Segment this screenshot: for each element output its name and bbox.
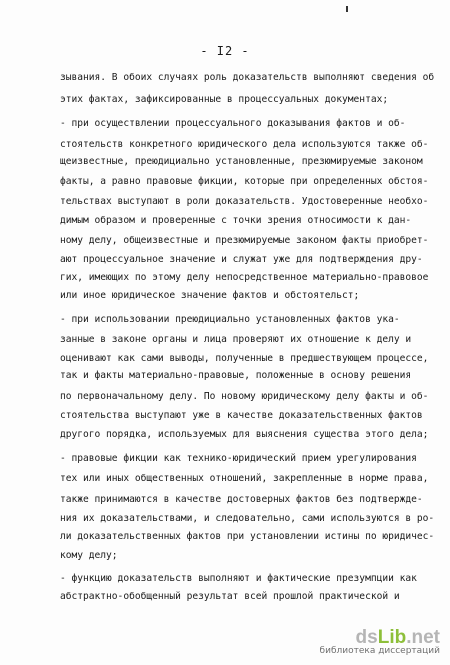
text-line: стоятельства выступают уже в качестве доказательственных фактов [60,410,423,421]
text-line: - при осуществлении процессуального доказывания фактов и об- [60,118,406,129]
page-number: - I2 - [200,44,250,58]
text-line: димым образом и проверенные с точки зрения относимости к дан- [60,215,412,226]
text-line: ли доказательственных фактов при установлении истины по юридичес- [60,531,435,542]
text-line: этих фактах, зафиксированные в процессуальных документах; [60,94,389,105]
text-line: или иное юридическое значение фактов и обстоятельст; [60,290,360,301]
text-line: ния их доказательствами, и следовательно, сами используются в ро- [60,513,435,524]
watermark-caption: библиотека диссертаций [319,646,440,656]
text-line: щеизвестные, преюдициально установленные, презюмируемые законом [60,156,423,167]
text-line: - при использовании преюдициально установленных фактов ука- [60,314,400,325]
text-line: занные в законе органы и лица проверяют их отношение к делу и [60,334,412,345]
text-line: оценивают как сами выводы, полученные в предшествующем процессе, [60,353,429,364]
text-line: - правовые фикции как технико-юридический прием урегулирования [60,453,417,464]
text-line: зывания. В обоих случаях роль доказательств выполняют сведения об [60,72,435,83]
text-line: кому делу; [60,550,118,561]
text-line: так и факты материально-правовые, положенные в основу решения [60,370,412,381]
text-line: тельствах выступают в роли доказательств. Удостоверенные необхо- [60,196,429,207]
text-line: факты, а равно правовые фикции, которые при определенных обстоя- [60,176,429,187]
svg-text:dsLib.net: dsLib.net [355,627,440,647]
scan-mark [346,6,348,12]
text-line: гих, имеющих по этому делу непосредственное материально-правовое [60,272,429,283]
text-line: - функцию доказательств выполняют и фактические презумпции как [60,573,417,584]
text-line: другого порядка, используемых для выяснения существа этого дела; [60,429,429,440]
text-line: абстрактно-обобщенный результат всей прошлой практической и [60,591,400,602]
text-line: тех или иных общественных отношений, закрепленные в норме права, [60,473,429,484]
watermark-logo [322,625,442,647]
text-line: по первоначальному делу. По новому юридическому делу факты и об- [60,391,429,402]
text-line: ному делу, общеизвестные и презюмируемые законом факты приобрет- [60,235,429,246]
text-line: ают процессуальное значение и служат уже для подтверждения дру- [60,254,423,265]
watermark [319,625,442,659]
text-line: стоятельств конкретного юридического дела используются также об- [60,139,429,150]
text-line: также принимаются в качестве достоверных фактов без подтвержде- [60,494,423,505]
